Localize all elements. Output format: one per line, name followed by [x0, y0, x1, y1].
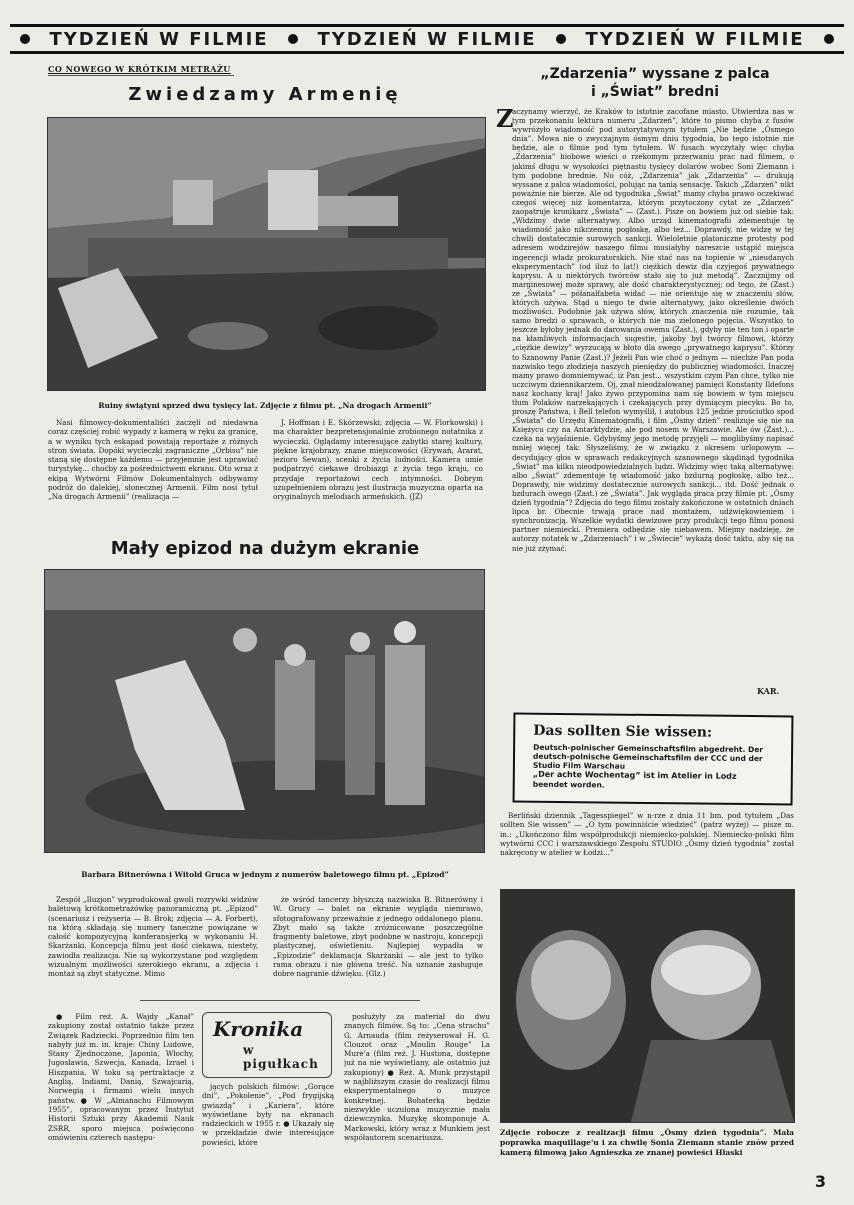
newspaper-clipping [513, 713, 794, 806]
clipping-text: beendet worden. [532, 779, 605, 790]
article-column [273, 895, 483, 997]
paragraph: Zespół „Iluzjon” wyprodukował gwoli rozrywki widzów baletową krótkometrażówkę panoramiczną pt. „Epizod” (scenariusz i reżyseria — B. Brok; zdjęcia — A. Forbert), na którą składają się numery taneczne powiązane w całość kompozycyjną konferansjerką w wykonaniu H. Skarżanki. Koncepcja filmu jest dość ciekawa, niestety, zawiodła realizacja. Nie są wykorzystane pod względem wizualnym możliwości szerokiego ekranu, a zdjęcia i montaż są zbyt statyczne. Mimo [48, 895, 258, 979]
article-body-zdarzenia [512, 107, 794, 687]
bullet-icon [20, 34, 30, 44]
article-column [48, 418, 258, 524]
bullet-icon [824, 34, 834, 44]
kronika-logo-subtitle: w pigułkach [243, 1043, 319, 1071]
photo-osmy-dzien-set [500, 889, 795, 1123]
kronika-logo-title: Kronika [213, 1017, 304, 1041]
page-number: 3 [814, 1172, 826, 1191]
article-body-continued [500, 811, 794, 879]
clipping-heading: Das sollten Sie wissen: [533, 722, 713, 741]
photo-caption-osmy-dzien: Zdjęcie robocze z realizacji filmu „Ósmy dzień tygodnia”. Mała poprawka maquillage'u i za chwilę Sonia Ziemann stanie znów przed kamerą filmową jako Agnieszka ze znanej powieści Hłaski [500, 1128, 794, 1157]
article-column [273, 418, 483, 524]
article-title-epizod: Mały epizod na dużym ekranie [110, 538, 420, 559]
ruins-illustration [48, 118, 485, 390]
author-signature: KAR. [757, 686, 780, 696]
set-photo-illustration [501, 890, 794, 1122]
paragraph: Nasi filmowcy-dokumentaliści zaczęli od niedawna coraz częściej robić wypady z kamerą w ręku za granicę, a w wyniku tych eskapad powstają reportaże z różnych stron świata. Dopóki wycieczki zagraniczne „Orbisu” nie staną się dostępne każdemu — przyjemnie jest uprawiać turystykę... choćby za pośrednictwem ekranu. Oto wraz z ekipą Wytwórni Filmów Dokumentalnych odbywamy podróż do dalekiej, słonecznej Armenii. Film nosi tytuł „Na drogach Armenii” (realizacja — [48, 418, 258, 502]
kronika-column [48, 1012, 194, 1182]
paragraph: Berliński dziennik „Tagesspiegel” w n-rze z dnia 11 bm. pod tytułem „Das sollten Sie wissen” — „O tym powinniście wiedzieć” (patrz wyżej) — pisze m. in.: „Ukończono film współprodukcji niemiecko-polskiej. Niemiecko-polski film wytwórni CCC i warszawskiego Zespołu STUDIO „Ósmy dzień tygodnia” został nakręcony w atelier w Łodzi...” [500, 811, 794, 858]
photo-armenia-ruins [47, 117, 486, 391]
clipping-text: Deutsch-polnischer Gemeinschaftsfilm abgedreht. Der deutsch-polnische Gemeinschaftsfilm der CCC und der Studio Film Warschau [532, 742, 764, 771]
kronika-logo [202, 1012, 332, 1078]
paragraph: aczynamy wierzyć, że Kraków to istotnie zacofane miasto. Utwierdza nas w tym przekonaniu lektura numeru „Zdarzeń”, które to pismo chyba z fusów wywróżyło wiadomość pod autorytatywnym tytułem „Nie będzie „Ósmego dnia”. Mowa nie o zwyczajnym ósmym dniu tygodnia, bo tego istotnie nie będzie, ale o filmie pod tym tytułem. W fusach wyczytały więc chyba „Zdarzenia” hiobowe wieści o rzekomym przerwaniu prac nad filmem, o jakimś długu w wysokości piętnastu tysięcy dolarów wobec Soni Ziemann i tym podobne brednie. No cóż, „Zdarzenia” jak „Zdarzenia” — drukują wyssane z palca wiadomości, polując na tanią sensację. Takich „Zdarzeń” nikt poważnie nie bierze. Ale od tygodnika „Świat” mamy chyba prawo oczekiwać czegoś więcej niż komentarza, którym przytoczony cytat ze „Zdarzeń” zaopatruje kronikarz „Świata” — (Zast.). Pisze on bowiem już od siebie tak: „Widzimy dwie alternatywy. Albo urząd kinematografii zdementuje tę wiadomość jako nikczemną pogłoskę, albo też... Doprawdy, nie widzę w tej chwili dostatecznie surowych sankcji. Wieloletnie platoniczne protesty pod adresem wodzirejów naszego filmu musiałyby nareszcie ustąpić miejsca ingerencji władz prokuratorskich. Nie stać nas na topienie w „nieudanych eksperymentach” (od iluż to lat!) ciężkich dewiz dla czyjegoś prywatnego kaprysu. A u niektórych twórców stało się to już metodą”. Zacznijmy od marginesowej może sprawy, ale dość charakterystycznej; od tego, że (Zast.) ze „Świata” — półanalfabeta widać — nie orientuje się w znaczeniu słów, których używa. Stąd u niego te dwie alternatywy, jako określenie dwóch możliwości. Podobnie jak używa słów, których znaczenia nie rozumie, tak samo bredzi o sprawach, o których nie ma zielonego pojęcia. Wszystko to jeszcze byłoby jednak do darowania owemu (Zast.), gdyby nie ten ton i oparte na kłamliwych informacjach sugestie, jakoby był twórcy filmowi, którzy „ciężkie dewizy” wyrzucają w błoto dla swego „prywatnego kaprysu”. Którzy to Szanowny Panie (Zast.)? Jeżeli Pan wie choć o jednym — niechże Pan poda nazwisko tego złodzieja naszych pieniędzy do publicznej wiadomości. Inaczej mamy prawo domniemywać, iż Pan jest... wszystkim czym Pan chce, tylko nie uczciwym dziennikarzem. Oj, znał nieodżałowanej pamięci Konstanty Ildefons nasz kochany kraj! Jako żywo przypomina nam się bowiem w tym miejscu tłum Polaków narzekających i czekających przy dymiącym piecyku. Bo to, proszę Państwa, i Bell telefon wymyślił, i autobus 125 jedzie prościutko spod „Świata” do Urzędu Kinematografii, i film „Ósmy dzień” realizuje się nie na Księżycu czy na Antarktydzie, ale pod nosem w Warszawie. Ale ów (Zast.)... czeka na wyjaśnienie. Gdybyśmy jego metodę przyjęli — moglibyśmy napisać mniej więcej tak: Słyszeliśmy, że w związku z okresem urlopowym — decydujący głos w sprawach redakcyjnych szanownego skądinąd tygodnika „Świat” ma kilku nieodpowiedzialnych ludzi. Widzimy więc taką alternatywę: albo „Świat” zdementuje tę wiadomość jako bzdurną pogłoskę, albo też... Doprawdy, nie widzimy dostatecznie surowych sankcji... itd. Dość jednak o bzdurach owego (Zast.) ze „Świata”. Jak wygląda praca przy filmie pt. „Ósmy dzień tygodnia”? Zdjęcia do tego filmu zostały zakończone w ostatnich dniach lipca br. Obecnie trwają prace nad montażem, udźwiękowieniem i synchronizacją. Wszelkie wydatki dewizowe przy produkcji tego filmu ponosi partner niemiecki. Premiera odbędzie się niebawem. Miejmy nadzieję, że autorzy notatek w „Zdarzeniach” i w „Świecie” wykażą dość taktu, aby się na nie już zżymać. [512, 107, 794, 553]
paragraph: że wśród tancerzy błyszczą nazwiska B. Bitnerówny i W. Grucy — balet na ekranie wygląda niemrawo, sfotografowany przeważnie z jednego oddalonego planu. Zbyt mało są także zróżnicowane poszczególne fragmenty baletowe, zbyt podobne w nastroju, koncepcji plastycznej, oświetleniu. Najlepiej wypadła w „Epizodzie” deklamacja Skarżanki — ale jest to tylko rama obrazu i nie główna treść. Na uznanie zasługuje dobre nagranie dźwięku. (Glz.) [273, 895, 483, 979]
banner-segment: TYDZIEŃ W FILMIE [49, 28, 269, 50]
kronika-column [202, 1082, 334, 1182]
ballet-illustration [45, 570, 484, 852]
article-title-armenia: Zwiedzamy Armenię [128, 84, 402, 105]
dropcap: Z [496, 104, 514, 133]
paragraph: ● Film reż. A. Wajdy „Kanał” zakupiony został ostatnio także przez Związek Radziecki. Poprzednio film ten nabyły już m. in. kraje: Chiny Ludowe, Stany Zjednoczone, Japonia, Włochy, Jugosławia, Szwecja, Kanada, Izrael i Hiszpania. W toku są pertraktacje z Anglią, Indiami, Danią, Szwajcarią, Norwegią i firmami wielu innych państw. ● W „Almanachu Filmowym 1955”, opracowanym przez Instytut Historii Sztuki przy Akademii Nauk ZSRR, sporo miejsca poświęcono omówieniu czterech następu- [48, 1012, 194, 1142]
banner-segment: TYDZIEŃ W FILMIE [585, 28, 805, 50]
article-column [48, 895, 258, 997]
bullet-icon [288, 34, 298, 44]
kicker-rule [48, 75, 234, 76]
article-title-zdarzenia: „Zdarzenia” wyssane z palca [540, 66, 770, 82]
divider [140, 1000, 420, 1001]
photo-caption-epizod: Barbara Bitnerówna i Witold Gruca w jednym z numerów baletowego filmu pt. „Epizod” [81, 870, 449, 879]
section-banner [10, 24, 844, 54]
paragraph: J. Hoffman i E. Skórzewski; zdjęcia — W. Florkowski) i ma charakter bezpretensjonalnie zrobionego notatnika z wycieczki. Oglądamy interesujące zabytki starej kultury, piękne krajobrazy, znane miejscowości (Erywań, Ararat, jezioro Sewan), scenki z życia ludności. Kamera umie podpatrzyć ciekawe drobiazgi z życia tego kraju, co przydaje reportażowi cech intymności. Dobrym uzupełnieniem obrazu jest ilustracja muzyczna oparta na oryginalnych melodiach armeńskich. (JZ) [273, 418, 483, 502]
photo-caption-armenia: Ruiny świątyni sprzed dwu tysięcy lat. Zdjęcie z filmu pt. „Na drogach Armenii” [98, 401, 432, 410]
banner-segment: TYDZIEŃ W FILMIE [317, 28, 537, 50]
article-subtitle-zdarzenia: i „Świat” bredni [590, 84, 720, 100]
section-kicker: CO NOWEGO W KRÓTKIM METRAŻU [48, 64, 231, 74]
paragraph: jących polskich filmów: „Gorące dni”, „Pokolenie”, „Pod frygijską gwiazdą” i „Kariera”, które wyświetlane były na ekranach radzieckich w 1955 r. ● Ukazały się w przekładzie dwie interesujące powieści, które [202, 1082, 334, 1147]
paragraph: posłużyły za materiał do dwu znanych filmów. Są to: „Cena strachu” G. Arnauda (film reżyserował H. G. Clouzot oraz „Moulin Rouge” La Mure'a (film reż. J. Hustona, dostępne już na nie wyświetlany, ale ostatnio już zakupiony) ● Reż. A. Munk przystąpił w najbliższym czasie do realizacji filmu eksperymentalnego o muzyce konkretnej. Bohaterką będzie niezwykle uczulona muzycznie mała dziewczynka. Muzykę skomponuje A. Markowski, który wraz z Munkiem jest współautorem scenariusza. [344, 1012, 490, 1142]
kronika-column [344, 1012, 490, 1182]
photo-ballet-epizod [44, 569, 485, 853]
bullet-icon [556, 34, 566, 44]
clipping-text: „Der achte Wochentag” ist im Atelier in Lodz [532, 769, 737, 781]
